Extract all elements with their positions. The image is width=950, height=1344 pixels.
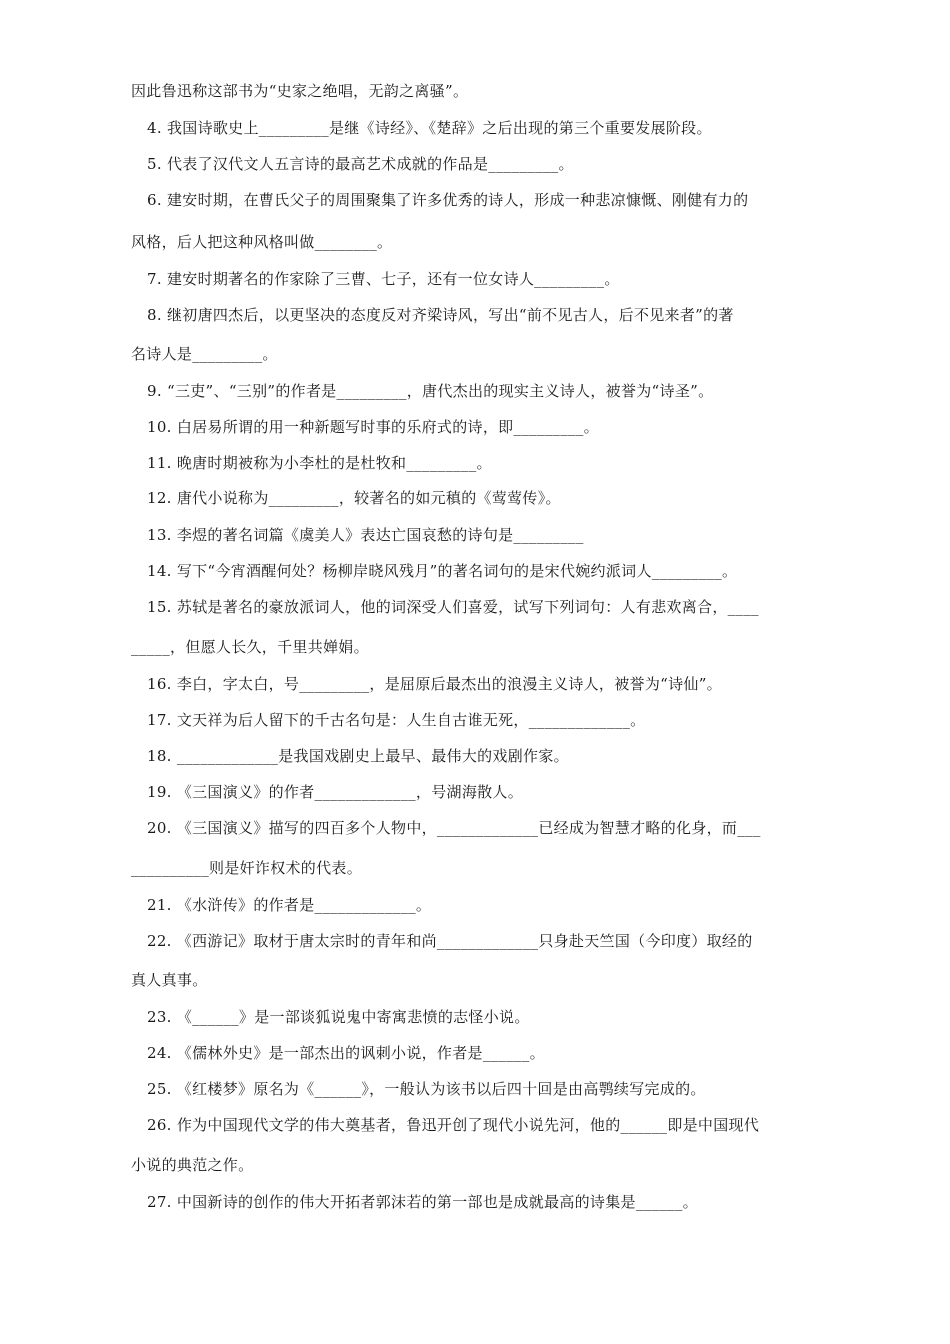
- question-12: 12. 唐代小说称为_________，较著名的如元稹的《莺莺传》。: [147, 489, 561, 507]
- question-4: 4. 我国诗歌史上_________是继《诗经》、《楚辞》之后出现的第三个重要发展阶段。: [147, 119, 712, 137]
- question-18: 18. _____________是我国戏剧史上最早、最伟大的戏剧作家。: [147, 747, 569, 765]
- text-line: 真人真事。: [131, 971, 208, 989]
- question-23: 23. 《______》是一部谈狐说鬼中寄寓悲愤的志怪小说。: [147, 1008, 530, 1026]
- question-20: 20. 《三国演义》描写的四百多个人物中，_____________已经成为智慧才略的化身，而___: [147, 819, 761, 837]
- question-11: 11. 晚唐时期被称为小李杜的是杜牧和_________。: [147, 454, 492, 472]
- text-line: 名诗人是_________。: [131, 345, 278, 363]
- question-22: 22. 《西游记》取材于唐太宗时的青年和尚_____________只身赴天竺国（今印度）取经的: [147, 932, 753, 950]
- question-27: 27. 中国新诗的创作的伟大开拓者郭沫若的第一部也是成就最高的诗集是______。: [147, 1193, 698, 1211]
- question-24: 24. 《儒林外史》是一部杰出的讽刺小说，作者是______。: [147, 1044, 545, 1062]
- question-25: 25. 《红楼梦》原名为《______》，一般认为该书以后四十回是由高鹗续写完成的。: [147, 1080, 706, 1098]
- question-9: 9. “三吏”、“三别”的作者是_________，唐代杰出的现实主义诗人，被誉为“诗圣”。: [147, 382, 714, 400]
- question-10: 10. 白居易所谓的用一种新题写时事的乐府式的诗，即_________。: [147, 418, 599, 436]
- question-14: 14. 写下“今宵酒醒何处？杨柳岸晓风残月”的著名词句的是宋代婉约派词人_________。: [147, 562, 738, 580]
- question-7: 7. 建安时期著名的作家除了三曹、七子，还有一位女诗人_________。: [147, 270, 620, 288]
- text-line: 因此鲁迅称这部书为“史家之绝唱，无韵之离骚”。: [131, 82, 469, 100]
- question-26: 26. 作为中国现代文学的伟大奠基者，鲁迅开创了现代小说先河，他的______即是中国现代: [147, 1116, 760, 1134]
- question-19: 19. 《三国演义》的作者_____________，号湖海散人。: [147, 783, 524, 801]
- question-6: 6. 建安时期，在曹氏父子的周围聚集了许多优秀的诗人，形成一种悲凉慷慨、刚健有力的: [147, 191, 749, 209]
- text-line: __________则是奸诈权术的代表。: [131, 859, 363, 877]
- text-line: _____，但愿人长久，千里共婵娟。: [131, 638, 369, 656]
- text-line: 小说的典范之作。: [131, 1156, 254, 1174]
- question-17: 17. 文天祥为后人留下的千古名句是：人生自古谁无死，_____________。: [147, 711, 646, 729]
- question-15: 15. 苏轼是著名的豪放派词人，他的词深受人们喜爱，试写下列词句：人有悲欢离合，____: [147, 598, 759, 616]
- question-13: 13. 李煜的著名词篇《虞美人》表达亡国哀愁的诗句是_________: [147, 526, 584, 544]
- text-line: 风格，后人把这种风格叫做________。: [131, 233, 393, 251]
- question-5: 5. 代表了汉代文人五言诗的最高艺术成就的作品是_________。: [147, 155, 574, 173]
- question-21: 21. 《水浒传》的作者是_____________。: [147, 896, 432, 914]
- question-16: 16. 李白，字太白，号_________，是屈原后最杰出的浪漫主义诗人，被誉为“诗仙”。: [147, 675, 722, 693]
- question-8: 8. 继初唐四杰后，以更坚决的态度反对齐梁诗风，写出“前不见古人，后不见来者”的著: [147, 306, 734, 324]
